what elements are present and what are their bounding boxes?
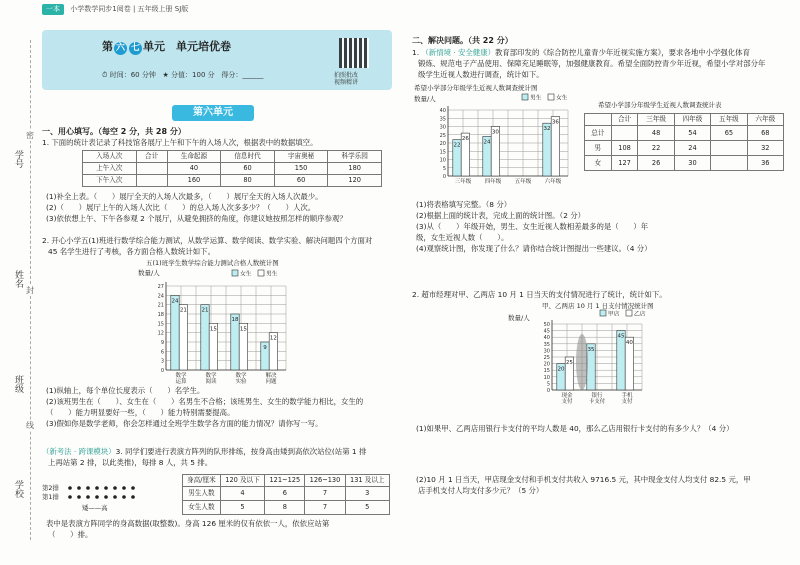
y-tick-label: 24 [157,293,164,300]
formation-dot [86,486,90,490]
bar-value-label: 26 [461,136,469,143]
bar-value-label: 32 [543,126,551,133]
y-tick-label: 18 [157,312,164,318]
table-row: 男生人数 4 6 7 3 [183,487,390,501]
chart2-svg [434,95,584,190]
x-tick-label: 银行 [591,393,603,399]
formation-dot [77,486,81,490]
y-tick-label: 25 [543,355,550,361]
x-tick-label-cont: 问题 [265,379,277,385]
bar-value-label: 40 [625,340,633,347]
legend-swatch [232,270,238,276]
bar-女生 [171,295,179,370]
x-tick-label: 四年级 [484,179,502,185]
x-tick-label-cont: 阅读 [205,379,217,385]
q3-tag: （新考法 · 跨课模块） [42,447,116,456]
bar-value-label: 25 [565,360,573,366]
title-banner [42,30,392,90]
x-tick-label: 数学 [205,373,217,379]
bar-value-label: 45 [617,333,625,340]
bar-value-label: 9 [263,345,267,351]
bar-男生 [179,305,187,370]
formation-row2-label: 第2排 [42,484,59,492]
unit-circle-7: 七 [130,43,140,53]
formation-dots [66,484,146,502]
table-row: 女 127 26 30 36 [585,156,784,171]
q1-part2: (2)（ ）展厅上午的入场人次比（ ）的总入场人次多多少？（ ）人次。 [46,203,316,212]
x-tick-label: 数学 [175,373,187,379]
y-tick-label: 40 [543,335,550,342]
binding-gutter [0,0,42,565]
legend-swatch [626,310,632,316]
scan-smudge [576,334,588,390]
y-tick-label: 50 [543,322,550,328]
q3-question: 表中是表演方阵同学的身高数据(取整数)。身高 126 厘米的仅有依依一人，依依应站第 [46,519,330,528]
bar-value-label: 36 [551,119,559,126]
q3-question-cont: （ ）排。 [48,530,93,539]
x-tick-label: 三年级 [454,179,472,185]
table3-title: 希望小学部分年级学生近视人数调查统计表 [598,101,722,109]
bar-value-label: 15 [209,326,217,333]
legend-label: 乙店 [634,311,646,318]
r-question-1: 1. （新情境 · 安全健康）教育部印发的《综合防控儿童青少年近视实施方案》，要求各地中小学强化体育 [412,48,750,57]
y-tick-label: 9 [160,340,164,346]
formation-dot [104,495,108,499]
bar-value-label: 21 [201,307,209,314]
y-tick-label: 45 [543,328,550,335]
y-tick-label: 5 [442,165,446,172]
y-tick-label: 27 [157,284,164,290]
y-tick-label: 0 [160,368,164,374]
bar-value-label: 24 [483,139,491,146]
r-q2-part1: (1)如果甲、乙两店用银行卡支付的平均人数是 40，那么乙店用银行卡支付的有多少人？（4 分） [416,424,734,433]
formation-dot [68,495,72,499]
y-tick-label: 40 [439,108,446,114]
bar-value-label: 15 [239,326,247,333]
x-tick-label: 手机 [621,393,633,399]
exhibit-table [82,150,382,187]
x-tick-label: 现金 [561,393,573,399]
formation-dot [86,495,90,499]
y-tick-label: 15 [157,321,164,328]
question-2: 2. 开心小学五(1)班进行数学综合能力测试，从数学运算、数学阅读、数学实验、解决问题四个方面对 [42,236,373,245]
y-tick-label: 20 [543,361,550,368]
section-2-heading: 二、解决问题。（共 22 分） [412,36,513,45]
y-tick-label: 6 [160,349,164,356]
legend-label: 女生 [556,95,568,102]
r-q1-part1: (1)将表格填写完整。（8 分） [416,200,512,209]
r-q2-part2: (2)10 月 1 日当天，甲店现金支付和手机支付共收入 9716.5 元，其中现金支付人均支付 82.5 元，甲 [416,475,751,484]
gutter-banji: 班级 [13,375,23,393]
chart3-ylabel: 数量/人 [508,314,530,322]
y-tick-label: 21 [157,302,164,309]
y-tick-label: 35 [543,341,550,348]
question-2-cont: 45 名学生进行了考核，各方面合格人数统计如下。 [48,247,215,256]
y-tick-label: 0 [546,388,550,394]
formation-dot [95,486,99,490]
y-tick-label: 10 [543,374,550,381]
section-1-heading: 一、用心填写。（每空 2 分，共 28 分） [42,127,186,136]
y-tick-label: 0 [442,174,446,180]
y-tick-label: 12 [157,330,164,337]
y-tick-label: 3 [160,358,164,365]
bar-value-label: 12 [269,335,277,342]
gutter-xian: 线 [26,421,34,430]
legend-swatch [258,270,264,276]
x-tick-label: 六年级 [544,179,562,185]
question-3: （新考法 · 跨课模块）3. 同学们要进行表演方阵列的队形排练，按身高由矮到高依次站位(站第 1 排 [42,447,367,456]
q2-part4: (3)假如你是数学老师，你会怎样通过全班学生数学各方面的能力情况？请你写一写。 [46,419,323,428]
x-tick-label-cont: 支付 [621,399,633,405]
x-tick-label: 五年级 [514,179,532,185]
unit-circle-6: 六 [115,43,125,53]
gutter-xuexiao: 学校 [13,480,23,498]
bar-value-label: 24 [171,298,179,305]
r-q2-part2-cont: 店手机支付人均支付多少元？（5 分） [418,486,544,495]
question-1: 1. 下面的统计表记录了科技馆各展厅上午和下午的入场人次，根据表中的数据填空。 [42,138,318,147]
formation-dot [113,495,117,499]
r-q1-part3-cont: 级，女生近视人数（ ）。 [416,233,509,242]
formation-dot [95,495,99,499]
x-tick-label-cont: 卡支付 [588,399,606,405]
q2-part1: (1)纵轴上，每个单位长度表示（ ）名学生。 [46,386,205,395]
total-score: 分值：100 分 [171,71,215,79]
r-question-1-cont: 锻炼、规范电子产品使用、保障充足睡眠等，加强健康教育。希望全面防控青少年近视，希望小学对部分年 [418,59,766,68]
y-tick-label: 25 [439,132,446,139]
formation-dot [113,486,117,490]
bar-value-label: 18 [231,317,239,323]
x-tick-label: 解决 [265,373,277,379]
y-tick-label: 35 [439,116,446,123]
r-q1-part4: (4)观察统计图，你发现了什么？请你结合统计图提出一些建议。（4 分） [416,244,652,253]
y-tick-label: 15 [439,149,446,156]
chart1-title: 五(1)班学生数学综合能力测试合格人数统计图 [146,259,279,267]
bar-value-label: 21 [179,307,187,314]
legend-swatch [548,94,554,100]
table-row: 上午入次 40 60 150 180 [83,163,382,175]
unit-heading: 第六单元 [172,105,254,121]
x-tick-label-cont: 实验 [235,379,247,385]
test-meta [102,70,263,81]
gutter-xingming: 姓名 [13,270,23,288]
bar-value-label: 35 [587,346,595,353]
formation-dot [77,495,81,499]
page-header: 一本 小学数学同步1阅卷 | 五年级上册 SJ版 [42,4,188,15]
formation-row1-label: 第1排 [42,493,59,501]
gutter-feng: 封 [26,286,34,295]
r-question-1-cont2: 级学生近视人数进行调查，统计如下。 [418,70,544,79]
vision-table [584,113,784,171]
formation-dot [104,486,108,490]
y-tick-label: 30 [543,348,550,355]
bar-value-label: 20 [557,366,565,373]
q2-part2: (2)该班男生在（ ）、女生在（ ）名男生不合格；该班男生、女生的数学能力相比，女生的 [46,397,364,406]
chart3-title: 甲、乙两店 10 月 1 日支付情况统计图 [542,302,654,310]
chart1-svg [157,271,290,392]
question-3-cont: 上再站第 2 排，以此类推)，每排 8 人，共 5 排。 [48,458,213,467]
legend-label: 男生 [530,95,542,102]
legend-swatch [600,310,606,316]
chart1-ylabel: 数量/人 [138,269,160,277]
q1-part1: (1)补全上表。（ ）展厅全天的入场人次最多，（ ）展厅全天的入场人次最少。 [46,192,323,201]
qr-caption: 拍照批改 视频精讲 [334,72,359,86]
table-row: 女生人数 5 8 7 5 [183,501,390,515]
formation-dot [131,486,135,490]
table-row: 男 108 22 24 32 [585,141,784,156]
score-icon: ★ [162,71,169,79]
gutter-xuehao: 学号 [13,150,23,168]
r-q1-part3: (3)从（ ）年级开始，男生、女生近视人数相差最多的是（ ）年 [416,222,649,231]
grade-label: 五年级上册 SJ版 [137,5,189,13]
r-q1-part2: (2)根据上面的统计表，完成上面的统计图。（2 分） [416,211,586,220]
formation-dot [122,495,126,499]
bar-value-label: 22 [453,142,461,149]
qr-code-icon[interactable] [339,38,369,68]
chart3-svg [542,311,652,410]
legend-label: 男生 [266,271,278,278]
bar-value-label: 30 [491,129,499,136]
left-column [42,0,392,565]
y-tick-label: 5 [546,381,550,388]
table-row: 合计 三年级 四年级 五年级 六年级 [585,114,784,126]
chart2-title: 希望小学部分年级学生近视人数调查统计图 [414,84,538,92]
x-tick-label-cont: 运算 [175,379,187,385]
y-tick-label: 10 [439,157,446,164]
table-row: 入场人次 合计 生命起源 信息时代 宇宙奥秘 科学乐园 [83,151,382,163]
gutter-mi: 密 [26,131,34,140]
legend-label: 女生 [240,271,252,278]
time-limit: 时间：60 分钟 [109,71,156,79]
formation-axis: 矮——高 [82,504,108,512]
table-row: 身高/厘米 120 及以下 121~125 126~130 131 及以上 [183,475,390,487]
series-tag: 一本 [42,4,64,15]
clock-icon: ⏱ [102,71,108,79]
legend-swatch [522,94,528,100]
height-table [182,474,390,515]
test-title: 第 六 七 单元 单元培优卷 [102,40,231,53]
formation-dot [131,495,135,499]
bar-女生 [201,305,209,370]
q1-part3: (3)依依想上午、下午各参观 2 个展厅，从避免拥挤的角度，你建议她按照怎样的顺序参观？ [46,214,347,223]
y-tick-label: 15 [543,368,550,375]
book-title: 小学数学同步1阅卷 [70,5,131,13]
chart2-ylabel: 数量/人 [414,95,436,103]
x-tick-label-cont: 支付 [561,399,573,405]
r-question-2: 2. 超市经理对甲、乙两店 10 月 1 日当天的支付情况进行了统计，统计如下。 [412,290,667,299]
q2-part3: （ ）能力明显要好一些，（ ）能力特别需要提高。 [46,408,235,417]
y-tick-label: 30 [439,124,446,131]
student-score: 得分：______ [221,71,264,79]
table-row: 总计 48 54 65 68 [585,126,784,141]
formation-dot [122,486,126,490]
legend-label: 甲店 [608,311,620,318]
right-column [412,0,792,565]
formation-dot [68,486,72,490]
y-tick-label: 20 [439,141,446,147]
x-tick-label: 数学 [235,373,247,379]
table-row: 下午入次 160 80 60 120 [83,175,382,187]
